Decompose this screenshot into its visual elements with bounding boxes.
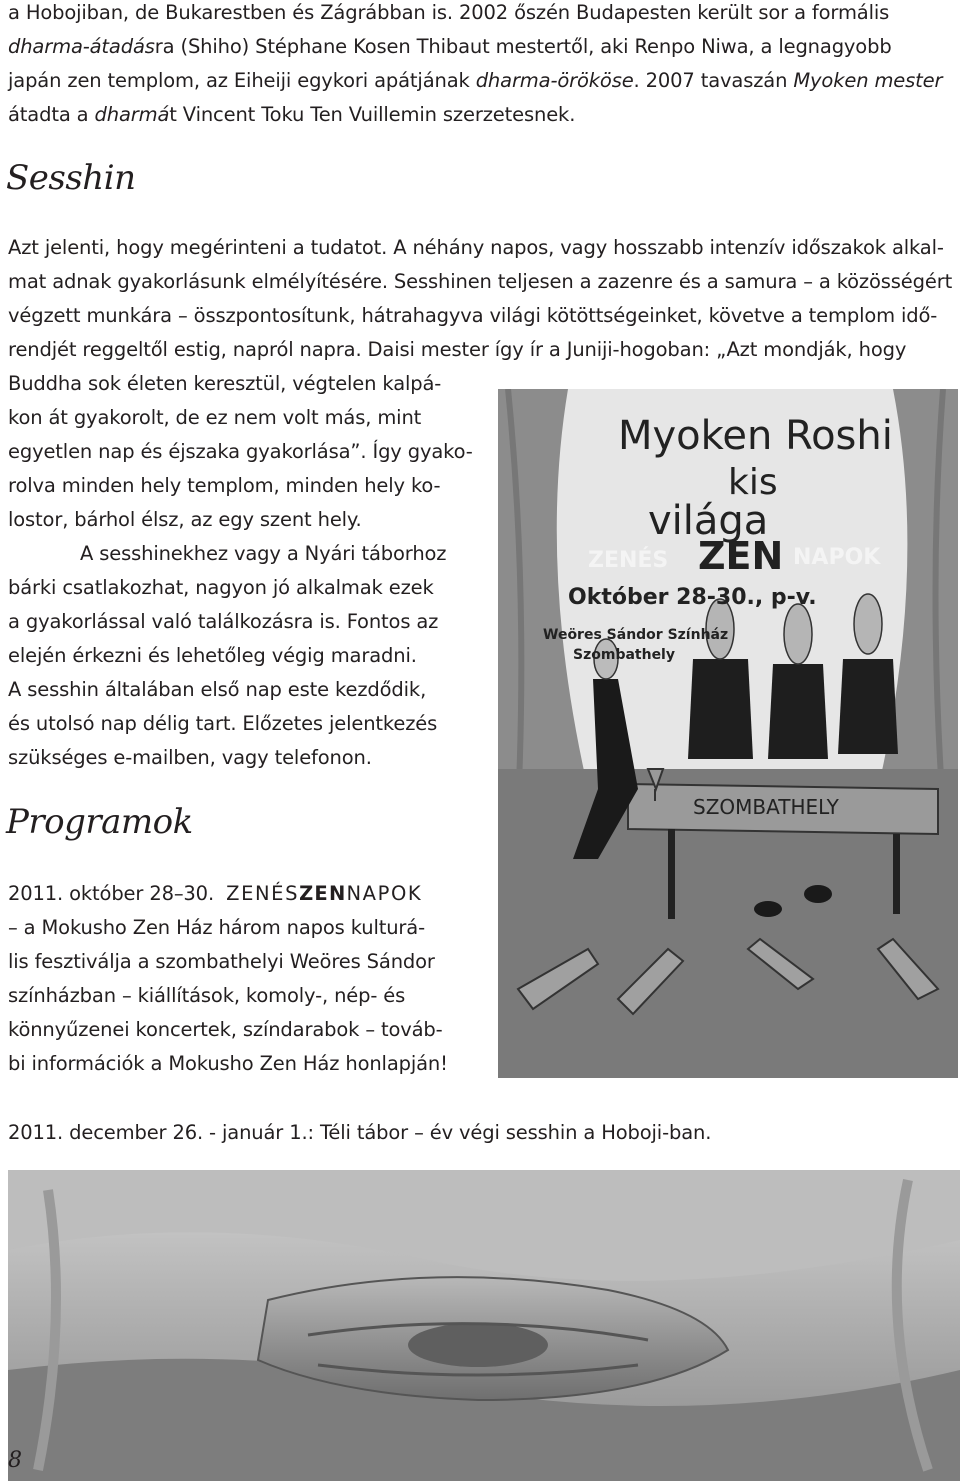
event-1-date: 2011. október 28–30. <box>8 882 214 905</box>
event-1-line: színházban – kiállítások, komoly-, nép- és <box>8 984 406 1007</box>
sesshin-line: rolva minden hely templom, minden hely ko- <box>8 474 441 497</box>
intro-line-4 <box>8 98 575 132</box>
intro-line-4-text: átadta a <box>8 103 95 126</box>
term-myoken-mester: Myoken mester <box>793 69 943 92</box>
sesshin-line: szükséges e-mailben, vagy telefonon. <box>8 746 372 769</box>
poster-date: Október 28-30., p-v. <box>568 585 817 610</box>
sesshin-line: bárki csatlakozhat, nagyon jó alkalmak ezek <box>8 576 434 599</box>
sesshin-line: lostor, bárhol élsz, az egy szent hely. <box>8 508 362 531</box>
event-1-line: bi információk a Mokusho Zen Ház honlapján! <box>8 1052 448 1075</box>
sesshin-line: elején érkezni és lehetőleg végig maradni. <box>8 644 417 667</box>
buddha-illustration <box>8 1170 960 1481</box>
intro-line-4-text-2: t Vincent Toku Ten Vuillemin szerzetesnek. <box>169 103 576 126</box>
event-1-line: – a Mokusho Zen Ház három napos kulturá- <box>8 916 425 939</box>
intro-line-1: a Hobojiban, de Bukarestben és Zágrábban is. 2002 őszén Budapesten került sor a formális <box>8 1 890 24</box>
poster-illustration <box>498 389 958 1078</box>
intro-line-3-text-2: . 2007 tavaszán <box>633 69 794 92</box>
poster-image <box>498 389 958 1078</box>
sesshin-line: A sesshinekhez vagy a Nyári táborhoz <box>80 542 447 565</box>
sesshin-line: kon át gyakorolt, de ez nem volt más, mint <box>8 406 422 429</box>
sesshin-line: Buddha sok életen keresztül, végtelen kalpá- <box>8 372 442 395</box>
event-1-line: lis fesztiválja a szombathelyi Weöres Sándor <box>8 950 435 973</box>
page-number: 8 <box>8 1448 22 1473</box>
term-dharmat: dharmá <box>94 103 170 126</box>
poster-table-sign: SZOMBATHELY <box>693 795 839 819</box>
sesshin-line: mat adnak gyakorlásunk elmélyítésére. Sesshinen teljesen a zazenre és a samura – a közösségért <box>8 270 953 293</box>
event-1-line: könnyűzenei koncertek, színdarabok – továb- <box>8 1018 443 1041</box>
intro-line-2 <box>8 30 892 64</box>
intro-line-2-text: ra (Shiho) Stéphane Kosen Thibaut mestertől, aki Renpo Niwa, a legnagyobb <box>154 35 892 58</box>
poster-venue-2: Szombathely <box>573 647 675 663</box>
buddha-hands-photo <box>8 1170 960 1481</box>
event-1-name-a: ZENÉS <box>226 882 300 905</box>
poster-title-3: világa <box>648 498 769 544</box>
event-1-name-b: ZEN <box>299 882 347 905</box>
event-2: 2011. december 26. - január 1.: Téli tábor – év végi sesshin a Hoboji-ban. <box>8 1121 712 1144</box>
sesshin-line: egyetlen nap és éjszaka gyakorlása”. Így gyako- <box>8 440 473 463</box>
event-1-title <box>8 877 422 911</box>
sesshin-line: a gyakorlással való találkozásra is. Fontos az <box>8 610 439 633</box>
poster-title-2: kis <box>728 462 778 503</box>
term-dharma-orokose: dharma-örököse <box>475 69 634 92</box>
poster-banner-b: ZEN <box>698 534 784 578</box>
poster-title-1: Myoken Roshi <box>618 413 893 459</box>
term-dharma-atadas: dharma-átadás <box>8 35 155 58</box>
intro-line-3-text: japán zen templom, az Eiheiji egykori apátjának <box>8 69 476 92</box>
poster-banner-a: ZENÉS <box>588 548 669 573</box>
intro-line-3 <box>8 64 942 98</box>
poster-venue-1: Weöres Sándor Színház <box>543 627 729 643</box>
sesshin-heading: Sesshin <box>6 158 136 198</box>
sesshin-line: Azt jelenti, hogy megérinteni a tudatot. A néhány napos, vagy hosszabb intenzív időszakok alkal- <box>8 236 944 259</box>
event-1-name-c: NAPOK <box>346 882 423 905</box>
sesshin-line: és utolsó nap délig tart. Előzetes jelentkezés <box>8 712 438 735</box>
sesshin-line: végzett munkára – összpontosítunk, hátrahagyva világi kötöttségeinket, követve a templom idő- <box>8 304 938 327</box>
sesshin-line: rendjét reggeltől estig, napról napra. Daisi mester így ír a Juniji-hogoban: „Azt mondják, hogy <box>8 338 907 361</box>
programs-heading: Programok <box>6 802 193 842</box>
poster-banner-c: NAPOK <box>793 545 881 570</box>
sesshin-line: A sesshin általában első nap este kezdődik, <box>8 678 427 701</box>
